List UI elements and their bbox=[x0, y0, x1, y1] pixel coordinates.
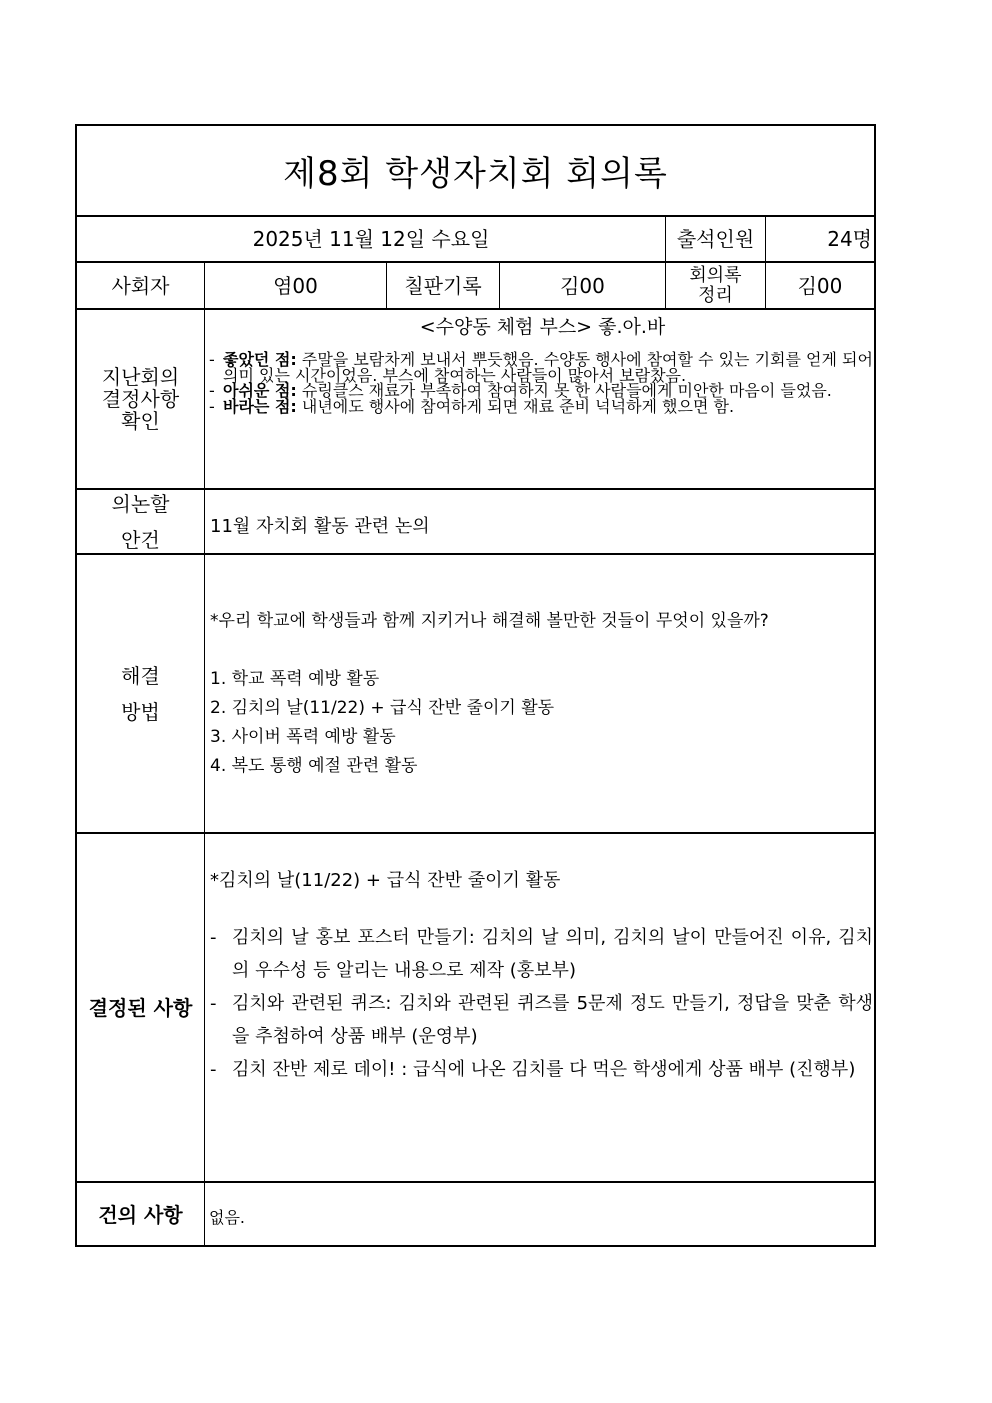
agenda-row bbox=[77, 490, 874, 555]
method-option: 1. 학교 폭력 예방 활동 bbox=[210, 669, 380, 689]
list-item: - 좋았던 점: 주말을 보람차게 보내서 뿌듯했음. 수양동 행사에 참여할 수 있는 기회를 얻게 되어 의미 있는 시간이었음. 부스에 참여하는 사람들이 많아서 보람찼음. bbox=[209, 350, 873, 385]
last-meeting-label-line1: 지난회의 bbox=[101, 365, 180, 389]
meeting-date: 2025년 11월 12일 수요일 bbox=[252, 227, 490, 251]
item-label: 좋았던 점: bbox=[223, 350, 297, 369]
suggestion-label: 건의 사항 bbox=[98, 1202, 183, 1227]
minutes-label-line2: 정리 bbox=[698, 284, 733, 306]
attendance-value: 24명 bbox=[827, 227, 872, 251]
list-item: - 바라는 점: 내년에도 행사에 참여하게 되면 재료 준비 넉넉하게 했으면 함. bbox=[209, 396, 735, 416]
method-question: *우리 학교에 학생들과 함께 지키거나 해결해 볼만한 것들이 무엇이 있을까? bbox=[210, 611, 769, 631]
agenda-label-cell bbox=[77, 490, 204, 553]
list-item: - 김치와 관련된 퀴즈: 김치와 관련된 퀴즈를 5문제 정도 만들기, 정답을 맞춘 학생을 추첨하여 상품 배부 (운영부) bbox=[210, 993, 873, 1047]
attendance-label-cell bbox=[665, 217, 765, 261]
host-label-cell bbox=[77, 263, 204, 308]
item-text: 슈링클스 재료가 부족하여 참여하지 못 한 사람들에게 미안한 마음이 들었음. bbox=[296, 381, 832, 400]
method-label-line1: 해결 bbox=[121, 663, 160, 688]
last-meeting-items bbox=[209, 352, 876, 414]
decision-heading: *김치의 날(11/22) + 급식 잔반 줄이기 활동 bbox=[210, 870, 561, 891]
decision-body bbox=[210, 864, 873, 1086]
item-text: 김치의 날 홍보 포스터 만들기: 김치의 날 의미, 김치의 날이 만들어진 이유, 김치의 우수성 등 알리는 내용으로 제작 (홍보부) bbox=[232, 927, 873, 981]
minutes-label-line1: 회의록 bbox=[689, 264, 742, 286]
date-cell bbox=[77, 217, 665, 261]
board-value-cell bbox=[499, 263, 665, 308]
people-row bbox=[77, 263, 874, 310]
minutes-value: 김00 bbox=[797, 273, 843, 298]
page-title: 제8회 학생자치회 회의록 bbox=[283, 154, 668, 194]
method-body bbox=[210, 607, 769, 781]
method-label-line2: 방법 bbox=[121, 699, 160, 724]
minutes-value-cell bbox=[765, 263, 874, 308]
method-label-cell bbox=[77, 555, 204, 832]
title-cell bbox=[77, 126, 874, 215]
last-meeting-heading: <수양동 체험 부스> 좋.아.바 bbox=[419, 316, 666, 338]
suggestion-row bbox=[77, 1183, 874, 1246]
last-meeting-label-line3: 확인 bbox=[121, 409, 160, 433]
method-option: 2. 김치의 날(11/22) + 급식 잔반 줄이기 활동 bbox=[210, 698, 555, 718]
method-content bbox=[204, 555, 876, 832]
last-meeting-row bbox=[77, 310, 874, 490]
host-value: 염00 bbox=[273, 273, 318, 298]
item-text: 김치와 관련된 퀴즈: 김치와 관련된 퀴즈를 5문제 정도 만들기, 정답을 맞춘 학생을 추첨하여 상품 배부 (운영부) bbox=[232, 993, 873, 1047]
host-value-cell bbox=[204, 263, 386, 308]
method-option: 3. 사이버 폭력 예방 활동 bbox=[210, 727, 396, 747]
host-label: 사회자 bbox=[111, 273, 170, 298]
decision-row bbox=[77, 834, 874, 1183]
last-meeting-label-line2: 결정사항 bbox=[101, 387, 180, 411]
agenda-label-line2: 안건 bbox=[121, 527, 160, 552]
item-label: 바라는 점: bbox=[223, 396, 297, 416]
meeting-minutes-form bbox=[75, 124, 876, 1247]
agenda-label-line1: 의논할 bbox=[111, 491, 170, 516]
decision-label: 결정된 사항 bbox=[88, 995, 193, 1020]
last-meeting-content bbox=[204, 310, 876, 488]
agenda-text: 11월 자치회 활동 관련 논의 bbox=[210, 516, 430, 537]
method-row bbox=[77, 555, 874, 834]
suggestion-content bbox=[204, 1183, 876, 1246]
list-item: - 김치 잔반 제로 데이! : 급식에 나온 김치를 다 먹은 학생에게 상품 배부 (진행부) bbox=[210, 1059, 856, 1080]
decision-label-cell bbox=[77, 834, 204, 1181]
title-row bbox=[77, 126, 874, 217]
item-label: 아쉬운 점: bbox=[223, 381, 297, 400]
agenda-content bbox=[204, 490, 876, 553]
decision-content bbox=[204, 834, 876, 1181]
list-item: - 김치의 날 홍보 포스터 만들기: 김치의 날 의미, 김치의 날이 만들어진 이유, 김치의 우수성 등 알리는 내용으로 제작 (홍보부) bbox=[210, 927, 873, 981]
item-text: 김치 잔반 제로 데이! : 급식에 나온 김치를 다 먹은 학생에게 상품 배부 (진행부) bbox=[232, 1059, 856, 1080]
board-value: 김00 bbox=[560, 273, 605, 298]
method-option: 4. 복도 통행 예절 관련 활동 bbox=[210, 756, 418, 776]
item-text: 주말을 보람차게 보내서 뿌듯했음. 수양동 행사에 참여할 수 있는 기회를 얻게 되어 의미 있는 시간이었음. 부스에 참여하는 사람들이 많아서 보람찼음. bbox=[223, 350, 873, 385]
attendance-label: 출석인원 bbox=[676, 227, 755, 251]
minutes-label-cell bbox=[665, 263, 765, 308]
last-meeting-label-cell bbox=[77, 310, 204, 488]
list-item: - 아쉬운 점: 슈링클스 재료가 부족하여 참여하지 못 한 사람들에게 미안한 마음이 들었음. bbox=[209, 381, 832, 400]
attendance-value-cell bbox=[765, 217, 874, 261]
suggestion-label-cell bbox=[77, 1183, 204, 1246]
board-label-cell bbox=[386, 263, 499, 308]
board-label: 칠판기록 bbox=[404, 273, 482, 298]
suggestion-text: 없음. bbox=[209, 1208, 245, 1227]
date-row bbox=[77, 217, 874, 263]
item-text: 내년에도 행사에 참여하게 되면 재료 준비 넉넉하게 했으면 함. bbox=[296, 396, 735, 416]
